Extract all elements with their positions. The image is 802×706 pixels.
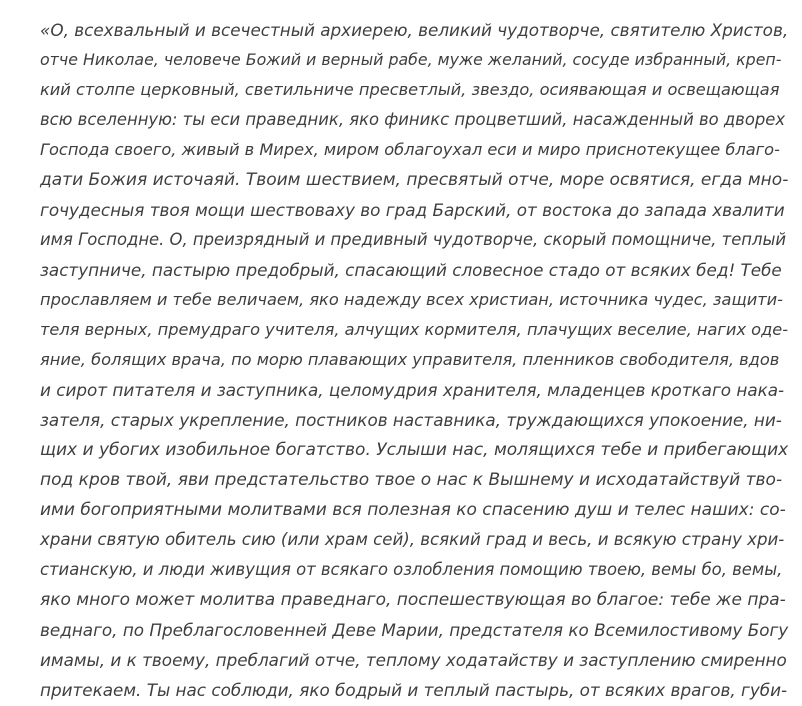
text-line: храни святую обитель сию (или храм сей), всякий град и весь, и всякую страну хри-: [40, 530, 785, 549]
text-line: дати Божия источаяй. Твоим шествием, пресвятый отче, море освятися, егда мно-: [40, 170, 789, 190]
text-line: притекаем. Ты нас соблюди, яко бодрый и теплый пастырь, от всяких врагов, губи-: [40, 680, 788, 700]
text-line: имамы, и к твоему, преблагий отче, теплому ходатайству и заступлению смиренно: [40, 650, 787, 670]
text-line: «О, всехвальный и всечестный архиерею, великий чудотворче, святителю Христов,: [40, 20, 789, 40]
text-line: гочудесныя твоя мощи шествоваху во град Барский, от востока до запада хвалити: [40, 200, 785, 220]
text-line: заступниче, пастырю предобрый, спасающий словесное стадо от всяких бед! Тебе: [40, 260, 782, 280]
text-line: кий столпе церковный, светильниче пресветлый, звездо, осиявающая и освещающая: [40, 80, 780, 99]
text-line: и сирот питателя и заступника, целомудрия хранителя, младенцев кроткаго нака-: [40, 380, 785, 400]
text-line: стианскую, и люди живущия от всякаго озлобления помощию твоею, вемы бо, вемы,: [40, 560, 783, 579]
text-line: яко много может молитва праведнаго, поспешествующая во благое: тебе же пра-: [40, 590, 786, 610]
text-line: яние, болящих врача, по морю плавающих управителя, пленников свободителя, вдов: [40, 350, 780, 369]
text-line: щих и убогих изобильное богатство. Услыши нас, молящихся тебе и прибегающих: [40, 440, 789, 460]
text-line: прославляем и тебе величаем, яко надежду всех христиан, источника чудес, защити-: [40, 290, 784, 309]
text-line: веднаго, по Преблагословенней Деве Марии, предстателя ко Всемилостивому Богу: [40, 620, 789, 640]
text-line: всю вселенную: ты еси праведник, яко финикс процветший, насажденный во дворех: [40, 110, 786, 129]
text-line: зателя, старых укрепление, постников наставника, труждающихся упокоение, ни-: [40, 410, 782, 430]
text-line: ими богоприятными молитвами вся полезная ко спасению душ и телес наших: со-: [40, 500, 786, 520]
text-line: Господа своего, живый в Мирех, миром облагоухал еси и миро приснотекущее благо-: [40, 140, 780, 159]
text-line: имя Господне. О, преизрядный и предивный чудотворче, скорый помощниче, теплый: [40, 230, 787, 249]
text-line: теля верных, премудраго учителя, алчущих кормителя, плачущих веселие, нагих оде-: [40, 320, 789, 339]
text-line: под кров твой, яви предстательство твое о нас к Вышнему и исходатайствуй тво-: [40, 470, 783, 490]
text-line: отче Николае, человече Божий и верный рабе, муже желаний, сосуде избранный, креп-: [40, 50, 782, 69]
